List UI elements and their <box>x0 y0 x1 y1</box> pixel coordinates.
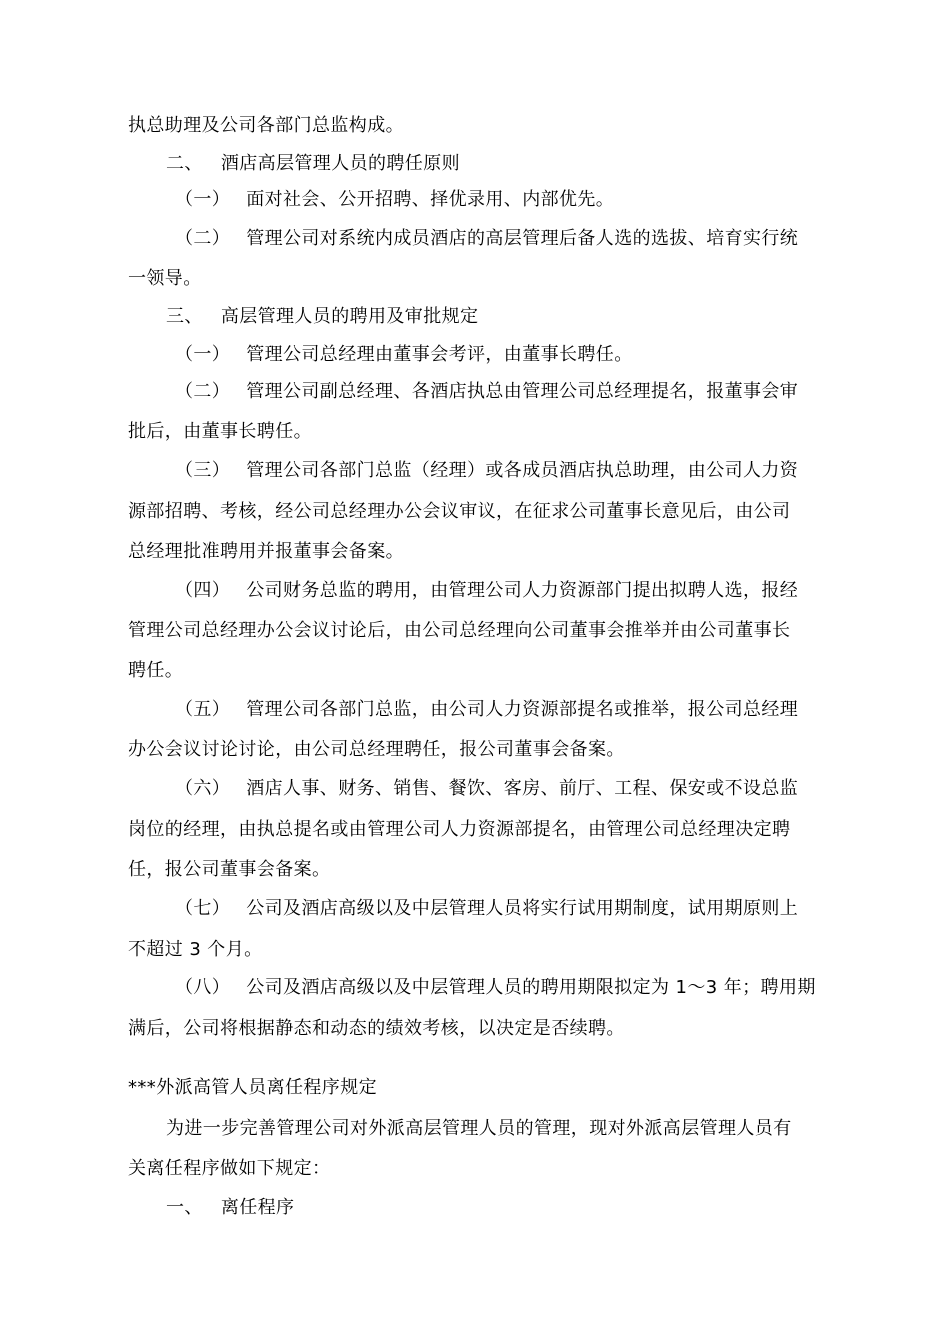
item-text: 管理公司总经理由董事会考评，由董事长聘任。 <box>246 344 633 365</box>
text: 任，报公司董事会备案。 <box>128 859 331 880</box>
text: 岗位的经理，由执总提名或由管理公司人力资源部提名，由管理公司总经理决定聘 <box>128 819 791 840</box>
list-item <box>175 976 816 1000</box>
paragraph-line <box>128 1017 625 1041</box>
item-number: （七） <box>175 898 231 919</box>
list-item <box>175 579 798 603</box>
section-number: 一、 <box>166 1197 203 1218</box>
item-number: （一） <box>175 189 231 210</box>
paragraph-line <box>128 659 183 683</box>
text: 一领导。 <box>128 268 202 289</box>
item-text: 管理公司对系统内成员酒店的高层管理后备人选的选拔、培育实行统 <box>246 228 799 249</box>
list-item <box>175 343 633 367</box>
paragraph-line <box>128 858 330 882</box>
item-number: （四） <box>175 580 231 601</box>
item-text: 管理公司各部门总监，由公司人力资源部提名或推举，报公司总经理 <box>246 699 799 720</box>
text: 总经理批准聘用并报董事会备案。 <box>128 541 404 562</box>
text: 源部招聘、考核，经公司总经理办公会议审议，在征求公司董事长意见后，由公司 <box>128 501 791 522</box>
text: 为进一步完善管理公司对外派高层管理人员的管理，现对外派高层管理人员有 <box>166 1118 792 1139</box>
list-item <box>175 188 614 212</box>
paragraph-line <box>128 818 790 842</box>
paragraph-line <box>128 938 263 962</box>
list-item <box>175 698 798 722</box>
heading-text: ***外派高管人员离任程序规定 <box>128 1077 377 1098</box>
item-number: （六） <box>175 778 231 799</box>
text: 满后，公司将根据静态和动态的绩效考核，以决定是否续聘。 <box>128 1018 625 1039</box>
item-text: 公司财务总监的聘用，由管理公司人力资源部门提出拟聘人选，报经 <box>246 580 799 601</box>
section-heading <box>166 305 478 329</box>
list-item <box>175 897 798 921</box>
text: 批后，由董事长聘任。 <box>128 421 312 442</box>
paragraph-line <box>128 738 625 762</box>
paragraph-line <box>128 619 790 643</box>
list-item <box>175 380 798 404</box>
paragraph-line <box>128 420 312 444</box>
item-number: （二） <box>175 381 231 402</box>
document-heading <box>128 1076 377 1100</box>
text: 执总助理及公司各部门总监构成。 <box>128 115 404 136</box>
section-heading <box>166 1196 294 1220</box>
text: 不超过 3 个月。 <box>128 939 263 960</box>
text: 管理公司总经理办公会议讨论后，由公司总经理向公司董事会推举并由公司董事长 <box>128 620 791 641</box>
paragraph-line <box>128 267 202 291</box>
paragraph-line <box>128 540 404 564</box>
item-text: 管理公司各部门总监（经理）或各成员酒店执总助理，由公司人力资 <box>246 460 799 481</box>
section-title: 高层管理人员的聘用及审批规定 <box>220 306 479 327</box>
section-number: 二、 <box>166 153 203 174</box>
item-number: （五） <box>175 699 231 720</box>
list-item <box>175 459 798 483</box>
item-number: （八） <box>175 977 231 998</box>
section-title: 离任程序 <box>220 1197 295 1218</box>
item-text: 公司及酒店高级以及中层管理人员将实行试用期制度，试用期原则上 <box>246 898 799 919</box>
item-text: 酒店人事、财务、销售、餐饮、客房、前厅、工程、保安或不设总监 <box>246 778 799 799</box>
list-item <box>175 227 798 251</box>
item-number: （三） <box>175 460 231 481</box>
text: 关离任程序做如下规定： <box>128 1158 331 1179</box>
text: 聘任。 <box>128 660 184 681</box>
item-text: 管理公司副总经理、各酒店执总由管理公司总经理提名，报董事会审 <box>246 381 799 402</box>
section-number: 三、 <box>166 306 203 327</box>
section-title: 酒店高层管理人员的聘任原则 <box>220 153 461 174</box>
item-text: 公司及酒店高级以及中层管理人员的聘用期限拟定为 1～3 年；聘用期 <box>246 977 816 998</box>
item-text: 面对社会、公开招聘、择优录用、内部优先。 <box>246 189 615 210</box>
paragraph-line <box>128 1157 330 1181</box>
text: 办公会议讨论讨论，由公司总经理聘任，报公司董事会备案。 <box>128 739 625 760</box>
paragraph-line <box>128 114 404 138</box>
section-heading <box>166 152 460 176</box>
paragraph-line <box>128 500 790 524</box>
item-number: （一） <box>175 344 231 365</box>
list-item <box>175 777 798 801</box>
paragraph-line <box>166 1117 792 1141</box>
item-number: （二） <box>175 228 231 249</box>
